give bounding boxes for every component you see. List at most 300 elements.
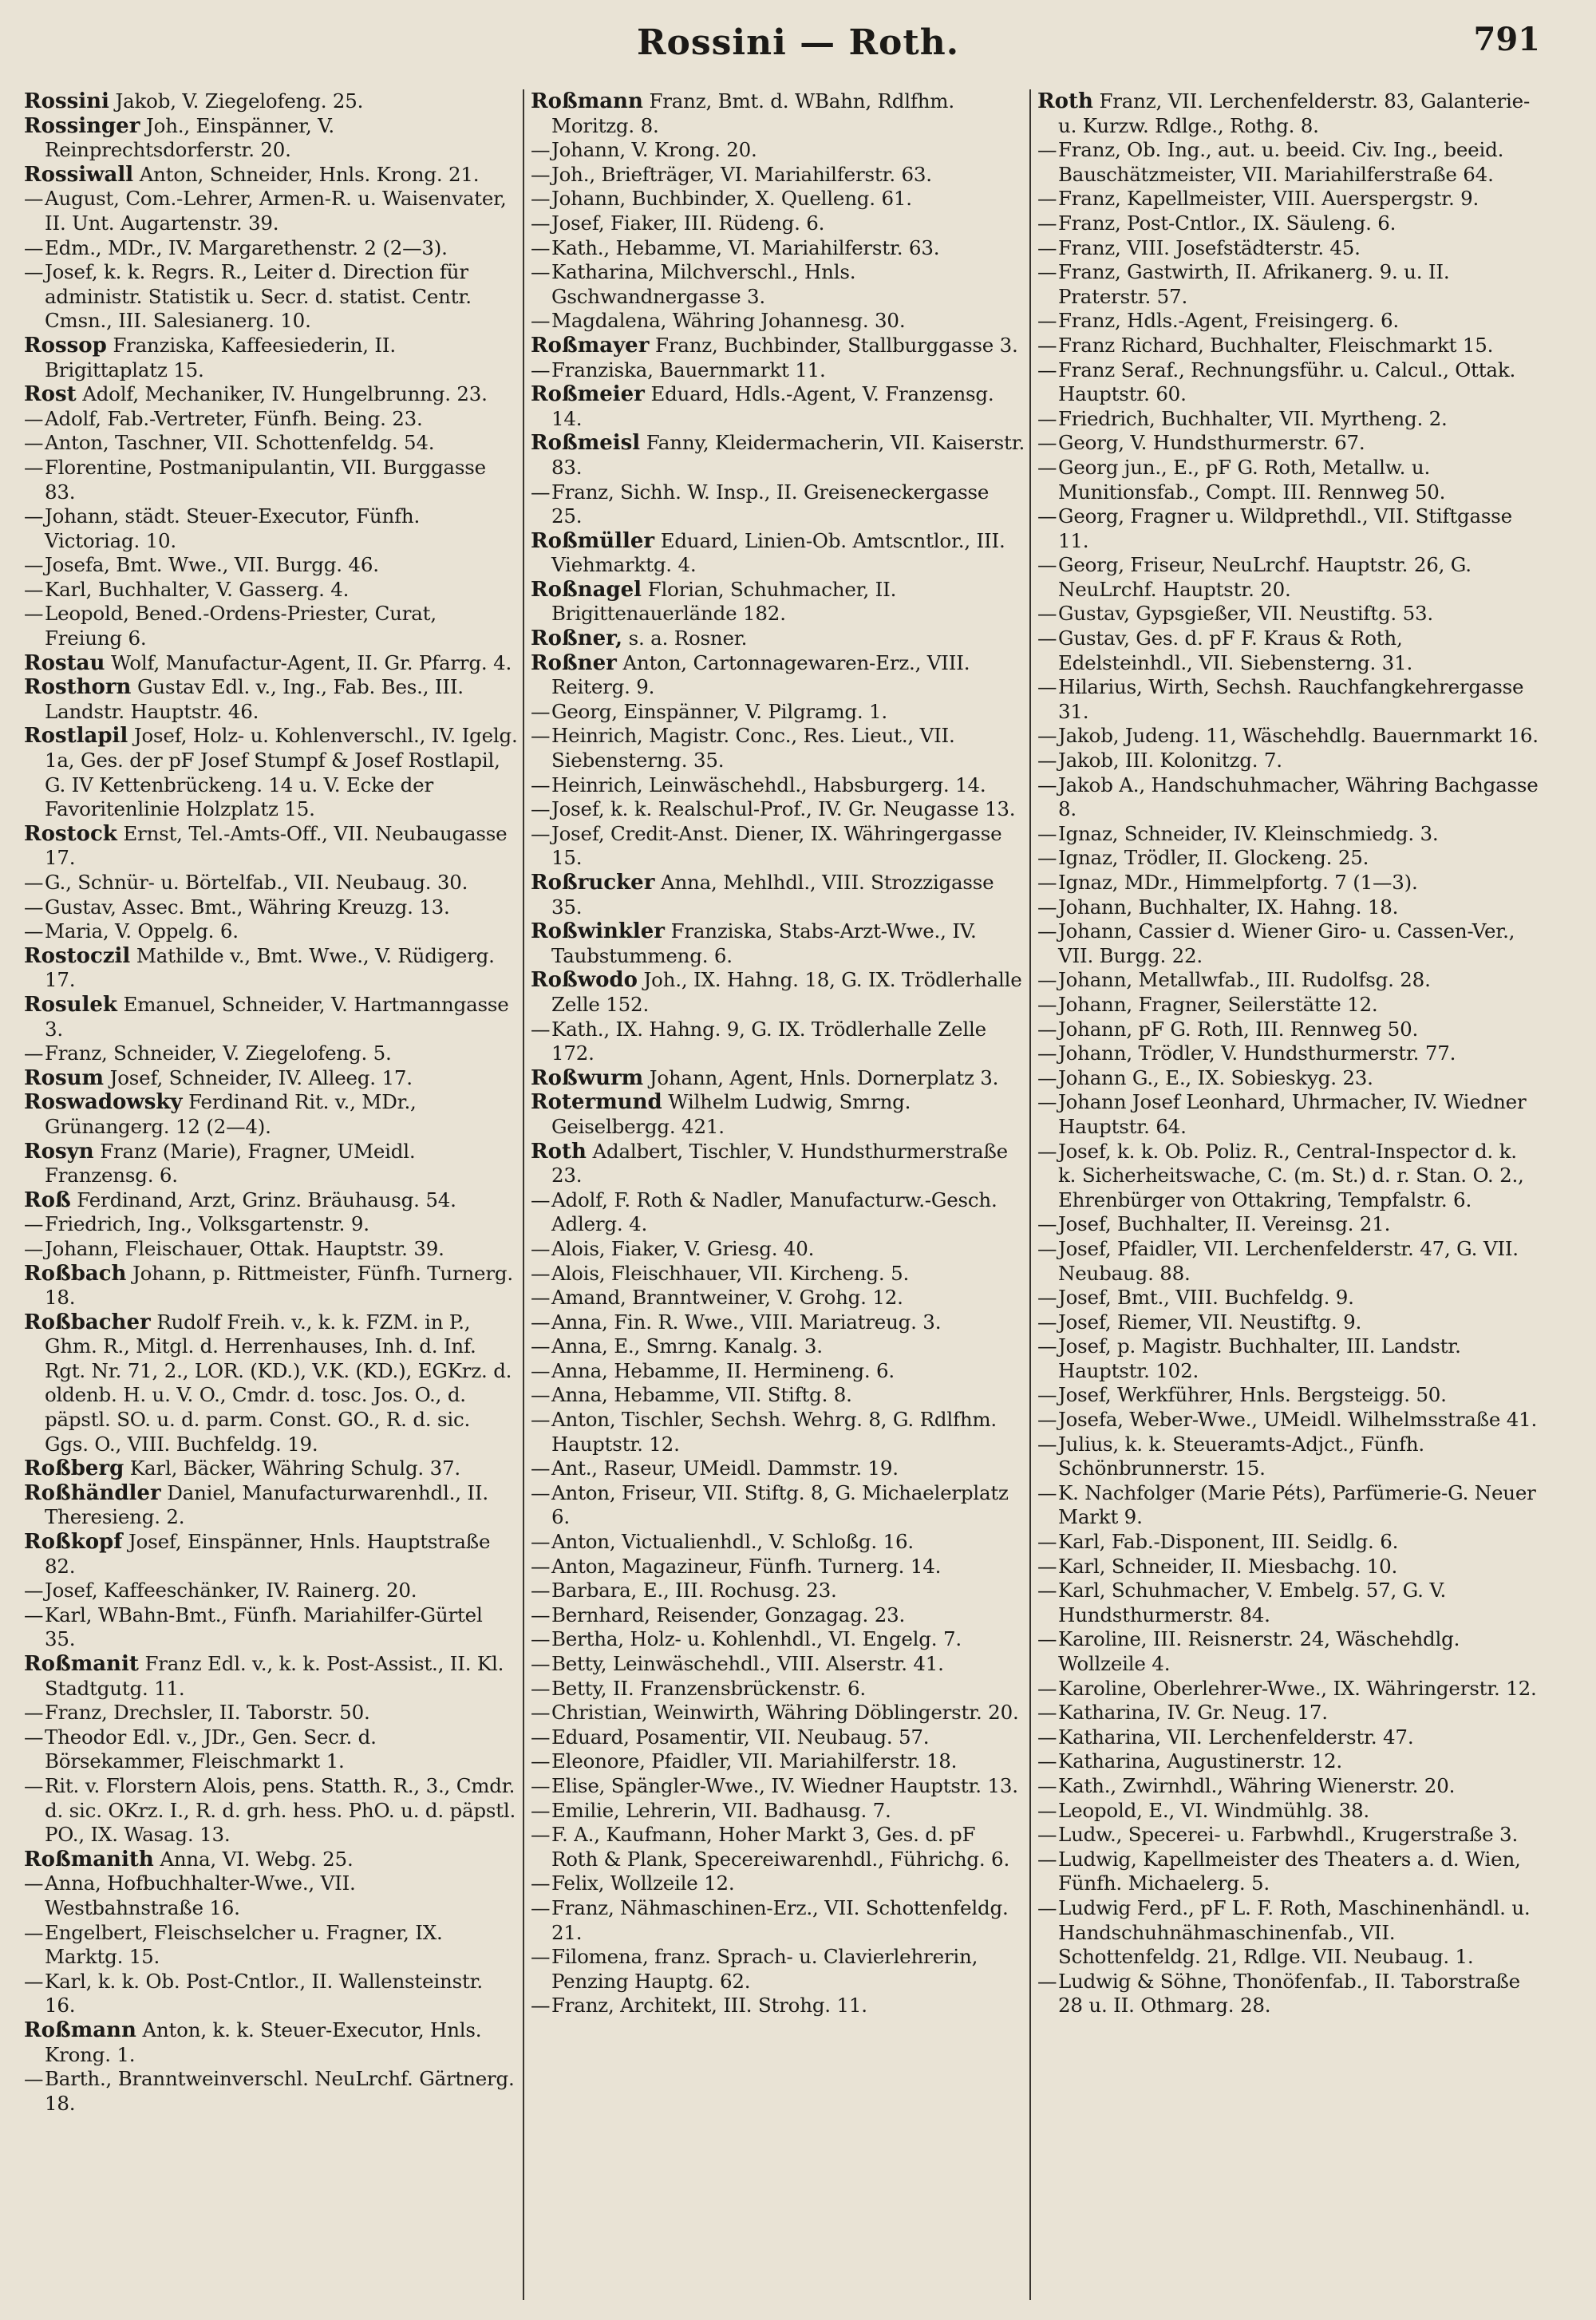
entry-text: Franz (Marie), Fragner, UMeidl. Franzensg. 6. [45,1139,416,1188]
entry-text: Rit. v. Florstern Alois, pens. Statth. R., 3., Cmdr. d. sic. OKrz. I., R. d. grh. hess. PhO. u. d. päpstl. PO., IX. Wasag. 13. [45,1773,516,1847]
directory-entry [531,1994,1025,2018]
entry-text: Ludw., Specerei- u. Farbwhdl., Krugerstraße 3. [1058,1823,1519,1847]
continuation-dash: — [531,1261,551,1285]
entry-text: Franz, Drechsler, II. Taborstr. 50. [45,1701,370,1725]
entry-text: Ignaz, Trödler, II. Glockeng. 25. [1058,846,1369,870]
entry-text: Georg, Einspänner, V. Pilgramg. 1. [551,699,888,723]
entry-text: Anton, Cartonnagewaren-Erz., VIII. Reiterg. 9. [551,650,970,699]
continuation-dash: — [1037,602,1057,626]
directory-entry [24,1262,519,1310]
directory-entry [1037,1970,1540,2018]
entry-text: Katharina, VII. Lerchenfelderstr. 47. [1058,1725,1414,1749]
directory-entry [24,2067,519,2116]
directory-entry [24,651,519,676]
directory-entry [531,1749,1025,1774]
entry-text: Magdalena, Währing Johannesg. 30. [551,309,906,333]
directory-entry [24,1701,519,1725]
continuation-dash: — [1037,968,1057,992]
directory-entry [531,773,1025,798]
directory-entry [1037,1677,1540,1701]
directory-entry [1037,1725,1540,1750]
entry-text: Johann, V. Krong. 20. [551,138,757,162]
directory-entry [1037,553,1540,602]
continuation-dash: — [1037,138,1057,162]
directory-entry [1037,456,1540,504]
directory-entry [1037,846,1540,871]
entry-text: Engelbert, Fleischselcher u. Fragner, IX. Marktg. 15. [45,1920,443,1969]
continuation-dash: — [1037,626,1057,650]
directory-entry [531,382,1025,431]
directory-entry [531,309,1025,334]
continuation-dash: — [1037,235,1057,259]
entry-text: Alois, Fiaker, V. Griesg. 40. [551,1236,815,1260]
directory-entry [1037,1334,1540,1383]
directory-entry [1037,1383,1540,1408]
directory-entry [1037,895,1540,920]
entry-text: Franz, Nähmaschinen-Erz., VII. Schottenfeldg. 21. [551,1895,1009,1944]
directory-entry [1037,260,1540,309]
continuation-dash: — [24,235,44,259]
continuation-dash: — [531,1310,551,1334]
directory-entry [531,1579,1025,1603]
directory-entry [531,1701,1025,1725]
continuation-dash: — [531,309,551,333]
continuation-dash: — [1037,1749,1057,1773]
entry-text: Josef, Credit-Anst. Diener, IX. Währingergasse 15. [551,821,1002,870]
continuation-dash: — [531,1701,551,1725]
continuation-dash: — [531,187,551,211]
continuation-dash: — [1037,1090,1057,1114]
continuation-dash: — [531,1676,551,1700]
directory-entry [24,382,519,407]
continuation-dash: — [531,1334,551,1358]
directory-entry [531,1456,1025,1481]
continuation-dash: — [1037,309,1057,333]
directory-entry [531,1018,1025,1066]
continuation-dash: — [531,1408,551,1432]
entry-text: Katharina, Milchverschl., Hnls. Gschwandnergasse 3. [551,260,856,308]
directory-entry [1037,1627,1540,1676]
entry-text: Filomena, franz. Sprach- u. Clavierlehrerin, Penzing Hauptg. 62. [551,1945,978,1993]
continuation-dash: — [531,1627,551,1651]
entry-text: Fanny, Kleidermacherin, VII. Kaiserstr. 83. [551,431,1025,479]
directory-entry [531,797,1025,822]
continuation-dash: — [24,1579,44,1603]
entry-surname: Roßmanit [24,1652,139,1676]
entry-text: Emanuel, Schneider, V. Hartmanngasse 3. [45,992,509,1041]
continuation-dash: — [1037,773,1057,796]
continuation-dash: — [24,1871,44,1895]
entry-text: Betty, Leinwäschehdl., VIII. Alserstr. 41. [551,1652,944,1675]
directory-entry [1037,1481,1540,1530]
column-1 [24,89,519,2300]
directory-entry [24,944,519,993]
entry-surname: Roßwodo [531,968,638,993]
entry-text: Franziska, Stabs-Arzt-Wwe., IV. Taubstummeng. 6. [551,919,977,967]
entry-text: Gustav Edl. v., Ing., Fab. Bes., III. Landstr. Hauptstr. 46. [45,675,464,723]
directory-entry [24,1041,519,1066]
continuation-dash: — [1037,358,1057,381]
directory-entry [531,1383,1025,1408]
directory-entry [1037,187,1540,211]
entry-text: s. a. Rosner. [628,626,748,650]
continuation-dash: — [24,553,44,577]
continuation-dash: — [531,480,551,504]
continuation-dash: — [531,1945,551,1969]
directory-entry [24,1603,519,1652]
continuation-dash: — [531,821,551,845]
continuation-dash: — [1037,406,1057,430]
directory-entry [1037,919,1540,968]
entry-text: Ernst, Tel.-Amts-Off., VII. Neubaugasse 17. [45,821,508,870]
entry-surname: Rostau [24,650,105,675]
directory-entry [531,578,1025,626]
entry-text: Anton, Victualienhdl., V. Schloßg. 16. [551,1530,914,1554]
entry-text: Daniel, Manufacturwarenhdl., II. Theresieng. 2. [45,1480,488,1529]
entry-text: Heinrich, Magistr. Conc., Res. Lieut., VII. Siebensterng. 35. [551,724,955,773]
continuation-dash: — [531,1554,551,1578]
directory-entry [24,553,519,578]
continuation-dash: — [1037,992,1057,1016]
entry-text: Johann, Cassier d. Wiener Giro- u. Cassen-Ver., VII. Burgg. 22. [1058,919,1515,967]
directory-entry [1037,773,1540,822]
directory-entry [531,1334,1025,1359]
entry-text: Barth., Branntweinverschl. NeuLrchf. Gärtnerg. 18. [45,2067,515,2115]
directory-entry [531,1799,1025,1824]
entry-surname: Rost [24,382,77,407]
directory-entry [531,1140,1025,1188]
entry-surname: Roßmeisl [531,431,641,456]
continuation-dash: — [531,138,551,162]
entry-text: Florentine, Postmanipulantin, VII. Burggasse 83. [45,455,486,504]
directory-entry [531,968,1025,1017]
entry-text: Anton, Tischler, Sechsh. Wehrg. 8, G. Rdlfhm. Hauptstr. 12. [551,1408,998,1456]
continuation-dash: — [1037,871,1057,894]
continuation-dash: — [531,260,551,284]
entry-text: Anna, Hofbuchhalter-Wwe., VII. Westbahnstraße 16. [45,1871,356,1919]
entry-text: Josef, Buchhalter, II. Vereinsg. 21. [1058,1212,1391,1236]
entry-text: Johann, p. Rittmeister, Fünfh. Turnerg. 18. [45,1261,513,1310]
directory-entry [531,1359,1025,1384]
directory-entry [1037,236,1540,261]
directory-entry [1037,89,1540,138]
entry-text: Ferdinand Rit. v., MDr., Grünangerg. 12 (2—4). [45,1090,417,1138]
continuation-dash: — [24,187,44,211]
continuation-dash: — [24,504,44,528]
column-divider [523,89,524,2300]
continuation-dash: — [24,919,44,943]
entry-text: Josef, Pfaidler, VII. Lerchenfelderstr. 47, G. VII. Neubaug. 88. [1058,1236,1519,1285]
directory-entry [24,1970,519,2018]
continuation-dash: — [531,1530,551,1554]
continuation-dash: — [1037,1847,1057,1871]
entry-text: Karl, k. k. Ob. Post-Cntlor., II. Wallensteinstr. 16. [45,1969,483,2018]
directory-entry [24,334,519,382]
entry-text: Anna, E., Smrng. Kanalg. 3. [551,1334,823,1358]
entry-text: Julius, k. k. Steueramts-Adjct., Fünfh. Schönbrunnerstr. 15. [1058,1432,1424,1480]
entry-text: Franz, VIII. Josefstädterstr. 45. [1058,235,1361,259]
directory-entry [531,1555,1025,1579]
entry-text: Alois, Fleischhauer, VII. Kircheng. 5. [551,1261,910,1285]
entry-text: Josefa, Weber-Wwe., UMeidl. Wilhelmsstraße 41. [1058,1408,1538,1432]
entry-text: Josef, Kaffeeschänker, IV. Rainerg. 20. [45,1579,417,1603]
continuation-dash: — [24,1701,44,1725]
entry-text: Ludwig Ferd., pF L. F. Roth, Maschinenhändl. u. Handschuhnähmaschinenfab., VII. Schottenfeldg. 21, Rdlge. VII. Neubaug. 1. [1058,1895,1531,1969]
directory-entry [531,358,1025,383]
entry-surname: Rostlapil [24,724,128,749]
entry-text: Anna, VI. Webg. 25. [160,1847,354,1871]
entry-text: Georg jun., E., pF G. Roth, Metallw. u. Munitionsfab., Compt. III. Rennweg 50. [1058,455,1446,504]
entry-surname: Roß [24,1188,71,1212]
entry-text: Jakob A., Handschuhmacher, Währing Bachgasse 8. [1058,773,1539,821]
continuation-dash: — [24,2067,44,2091]
entry-text: F. A., Kaufmann, Hoher Markt 3, Ges. d. pF Roth & Plank, Specereiwarenhdl., Führichg. 6. [551,1823,1010,1871]
entry-text: Josef, p. Magistr. Buchhalter, III. Landstr. Hauptstr. 102. [1058,1334,1461,1382]
continuation-dash: — [1037,1139,1057,1163]
directory-entry [1037,1018,1540,1042]
entry-surname: Rostock [24,821,117,846]
entry-text: Johann, pF G. Roth, III. Rennweg 50. [1058,1017,1419,1041]
directory-entry [1037,1140,1540,1213]
entry-surname: Roßner, [531,626,623,651]
continuation-dash: — [1037,1823,1057,1847]
directory-entry [1037,1555,1540,1579]
directory-entry [24,1725,519,1774]
entry-text: Franz, Post-Cntlor., IX. Säuleng. 6. [1058,211,1396,235]
directory-entry [24,504,519,553]
entry-text: Florian, Schuhmacher, II. Brigittenauerlände 182. [551,577,897,626]
continuation-dash: — [24,455,44,479]
continuation-dash: — [1037,260,1057,284]
continuation-dash: — [1037,1554,1057,1578]
continuation-dash: — [1037,504,1057,528]
continuation-dash: — [1037,1065,1057,1089]
directory-entry [24,1774,519,1848]
directory-entry [24,431,519,456]
continuation-dash: — [531,1725,551,1749]
directory-entry [1037,1310,1540,1335]
entry-text: Karl, WBahn-Bmt., Fünfh. Mariahilfer-Gürtel 35. [45,1603,483,1651]
entry-text: Maria, V. Oppelg. 6. [45,919,239,943]
continuation-dash: — [1037,333,1057,357]
directory-entry [531,431,1025,480]
entry-surname: Roth [531,1139,587,1164]
continuation-dash: — [24,1603,44,1626]
entry-surname: Rostoczil [24,943,131,968]
directory-entry [24,1212,519,1237]
directory-entry [1037,309,1540,334]
continuation-dash: — [531,699,551,723]
directory-entry [1037,1041,1540,1066]
directory-entry [24,114,519,163]
entry-text: Johann, Buchbinder, X. Quelleng. 61. [551,187,912,211]
directory-entry [531,1090,1025,1139]
continuation-dash: — [24,1212,44,1236]
continuation-dash: — [1037,919,1057,943]
continuation-dash: — [531,1994,551,2018]
directory-entry [531,1896,1025,1945]
directory-entry [24,1090,519,1139]
entry-text: Franz, Gastwirth, II. Afrikanerg. 9. u. II. Praterstr. 57. [1058,260,1450,308]
directory-entry [531,1677,1025,1701]
continuation-dash: — [531,1456,551,1480]
directory-entry [24,187,519,235]
continuation-dash: — [531,1895,551,1919]
directory-entry [531,919,1025,968]
directory-entry [531,236,1025,261]
entry-text: Heinrich, Leinwäschehdl., Habsburgerg. 14. [551,773,986,796]
directory-entry [24,1579,519,1603]
entry-text: Ludwig & Söhne, Thonöfenfab., II. Taborstraße 28 u. II. Othmarg. 28. [1058,1969,1520,2018]
continuation-dash: — [531,1579,551,1603]
entry-text: Franz, Buchbinder, Stallburggasse 3. [655,333,1018,357]
entry-text: Adolf, Mechaniker, IV. Hungelbrunng. 23. [82,382,488,406]
entry-text: Franz, VII. Lerchenfelderstr. 83, Galanterie- u. Kurzw. Rdlge., Rothg. 8. [1058,89,1531,137]
continuation-dash: — [531,1236,551,1260]
directory-entry [531,1945,1025,1994]
directory-entry [531,1603,1025,1628]
directory-entry [531,1725,1025,1750]
continuation-dash: — [1037,1212,1057,1236]
entry-text: Anna, Mehlhdl., VIII. Strozzigasse 35. [551,871,994,919]
entry-text: Karoline, Oberlehrer-Wwe., IX. Währingerstr. 12. [1058,1676,1537,1700]
continuation-dash: — [1037,455,1057,479]
continuation-dash: — [1037,895,1057,919]
continuation-dash: — [24,895,44,919]
entry-text: Anton, Magazineur, Fünfh. Turnerg. 14. [551,1554,942,1578]
running-head: Rossini — Roth. [636,22,960,63]
column-2 [531,89,1025,2300]
directory-entry [531,187,1025,211]
directory-entry [1037,334,1540,358]
continuation-dash: — [1037,1895,1057,1919]
entry-text: Edm., MDr., IV. Margarethenstr. 2 (2—3). [45,235,448,259]
directory-entry [531,651,1025,700]
directory-entry [1037,968,1540,993]
entry-surname: Rosulek [24,992,117,1017]
directory-entry [1037,1408,1540,1433]
continuation-dash: — [1037,1334,1057,1358]
directory-entry [24,895,519,920]
entry-surname: Rosyn [24,1139,94,1164]
entry-text: Franz, Kapellmeister, VIII. Auerspergstr. 9. [1058,187,1479,211]
continuation-dash: — [531,724,551,748]
directory-entry [24,163,519,188]
entry-text: Josef, Riemer, VII. Neustiftg. 9. [1058,1310,1362,1334]
entry-surname: Rossini [24,89,109,113]
entry-text: Kath., Hebamme, VI. Mariahilferstr. 63. [551,235,940,259]
continuation-dash: — [531,235,551,259]
continuation-dash: — [24,1969,44,1993]
entry-text: Johann, Trödler, V. Hundsthurmerstr. 77. [1058,1041,1456,1065]
entry-text: Joh., Einspänner, V. Reinprechtsdorferstr. 20. [45,113,334,162]
directory-entry [24,1871,519,1920]
directory-entry [531,334,1025,358]
directory-entry [24,602,519,650]
entry-text: Johann, städt. Steuer-Executor, Fünfh. Victoriag. 10. [45,504,421,552]
entry-surname: Rossinger [24,113,140,138]
entry-text: Georg, Fragner u. Wildprethdl., VII. Stiftgasse 11. [1058,504,1512,552]
directory-entry [1037,1701,1540,1725]
directory-entry [531,260,1025,309]
entry-text: Wolf, Manufactur-Agent, II. Gr. Pfarrg. 4. [110,650,512,674]
directory-entry [24,675,519,724]
entry-surname: Roßbacher [24,1310,151,1334]
directory-entry [1037,602,1540,626]
continuation-dash: — [1037,724,1057,748]
entry-surname: Rossiwall [24,162,134,187]
directory-entry [24,724,519,821]
directory-entry [24,919,519,944]
entry-text: Adolf, Fab.-Vertreter, Fünfh. Being. 23. [45,406,423,430]
entry-text: Karl, Schuhmacher, V. Embelg. 57, G. V. Hundsthurmerstr. 84. [1058,1579,1447,1626]
entry-text: Georg, Friseur, NeuLrchf. Hauptstr. 26, G. NeuLrchf. Hauptstr. 20. [1058,553,1472,601]
entry-surname: Rotermund [531,1090,662,1115]
directory-entry [24,456,519,504]
continuation-dash: — [531,1603,551,1626]
directory-entry [1037,1286,1540,1310]
entry-text: Jakob, Judeng. 11, Wäschehdlg. Bauernmarkt 16. [1058,724,1539,748]
entry-text: Ignaz, Schneider, IV. Kleinschmiedg. 3. [1058,821,1439,845]
directory-entry [531,724,1025,773]
directory-entry [1037,1433,1540,1481]
entry-text: Christian, Weinwirth, Währing Döblingerstr. 20. [551,1701,1019,1725]
entry-surname: Roßrucker [531,871,655,895]
continuation-dash: — [1037,1773,1057,1797]
directory-entry [1037,749,1540,773]
directory-entry [531,1652,1025,1677]
column-divider [1029,89,1031,2300]
continuation-dash: — [1037,1480,1057,1504]
continuation-dash: — [531,1286,551,1310]
entry-text: Johann, Metallwfab., III. Rudolfsg. 28. [1058,968,1431,992]
page-header [0,0,1596,88]
continuation-dash: — [24,602,44,626]
continuation-dash: — [531,162,551,186]
continuation-dash: — [531,1383,551,1407]
continuation-dash: — [531,358,551,381]
directory-entry [1037,626,1540,675]
directory-entry [24,871,519,895]
continuation-dash: — [531,773,551,796]
entry-surname: Roßmann [24,2018,136,2042]
entry-surname: Roßkopf [24,1530,123,1555]
entry-text: Anton, Friseur, VII. Stiftg. 8, G. Michaelerplatz 6. [551,1480,1009,1529]
entry-text: Katharina, Augustinerstr. 12. [1058,1749,1343,1773]
entry-text: Josef, k. k. Ob. Poliz. R., Central-Inspector d. k. k. Sicherheitswache, C. (m. St.) d. r. Stan. O. 2., Ehrenbürger von Ottakring, Tempfalstr. 6. [1058,1139,1524,1211]
directory-entry [24,1066,519,1091]
entry-text: Bertha, Holz- u. Kohlenhdl., VI. Engelg. 7. [551,1627,962,1651]
entry-text: Karoline, III. Reisnerstr. 24, Wäschehdlg. Wollzeile 4. [1058,1627,1460,1675]
entry-text: Amand, Branntweiner, V. Grohg. 12. [551,1286,903,1310]
entry-text: Georg, V. Hundsthurmerstr. 67. [1058,431,1365,455]
directory-entry [1037,724,1540,749]
continuation-dash: — [1037,1798,1057,1822]
directory-entry [531,480,1025,529]
entry-text: Leopold, E., VI. Windmühlg. 38. [1058,1798,1369,1822]
continuation-dash: — [1037,553,1057,577]
entry-text: Anna, Hebamme, II. Hermineng. 6. [551,1358,895,1382]
entry-text: Ant., Raseur, UMeidl. Dammstr. 19. [551,1456,899,1480]
directory-entry [24,1140,519,1188]
entry-surname: Roßmann [531,89,643,113]
continuation-dash: — [1037,1236,1057,1260]
continuation-dash: — [1037,1627,1057,1651]
directory-entry [531,89,1025,138]
entry-text: Gustav, Assec. Bmt., Währing Kreuzg. 13. [45,895,450,919]
entry-text: Jakob, III. Kolonitzg. 7. [1058,749,1282,773]
continuation-dash: — [531,1652,551,1675]
